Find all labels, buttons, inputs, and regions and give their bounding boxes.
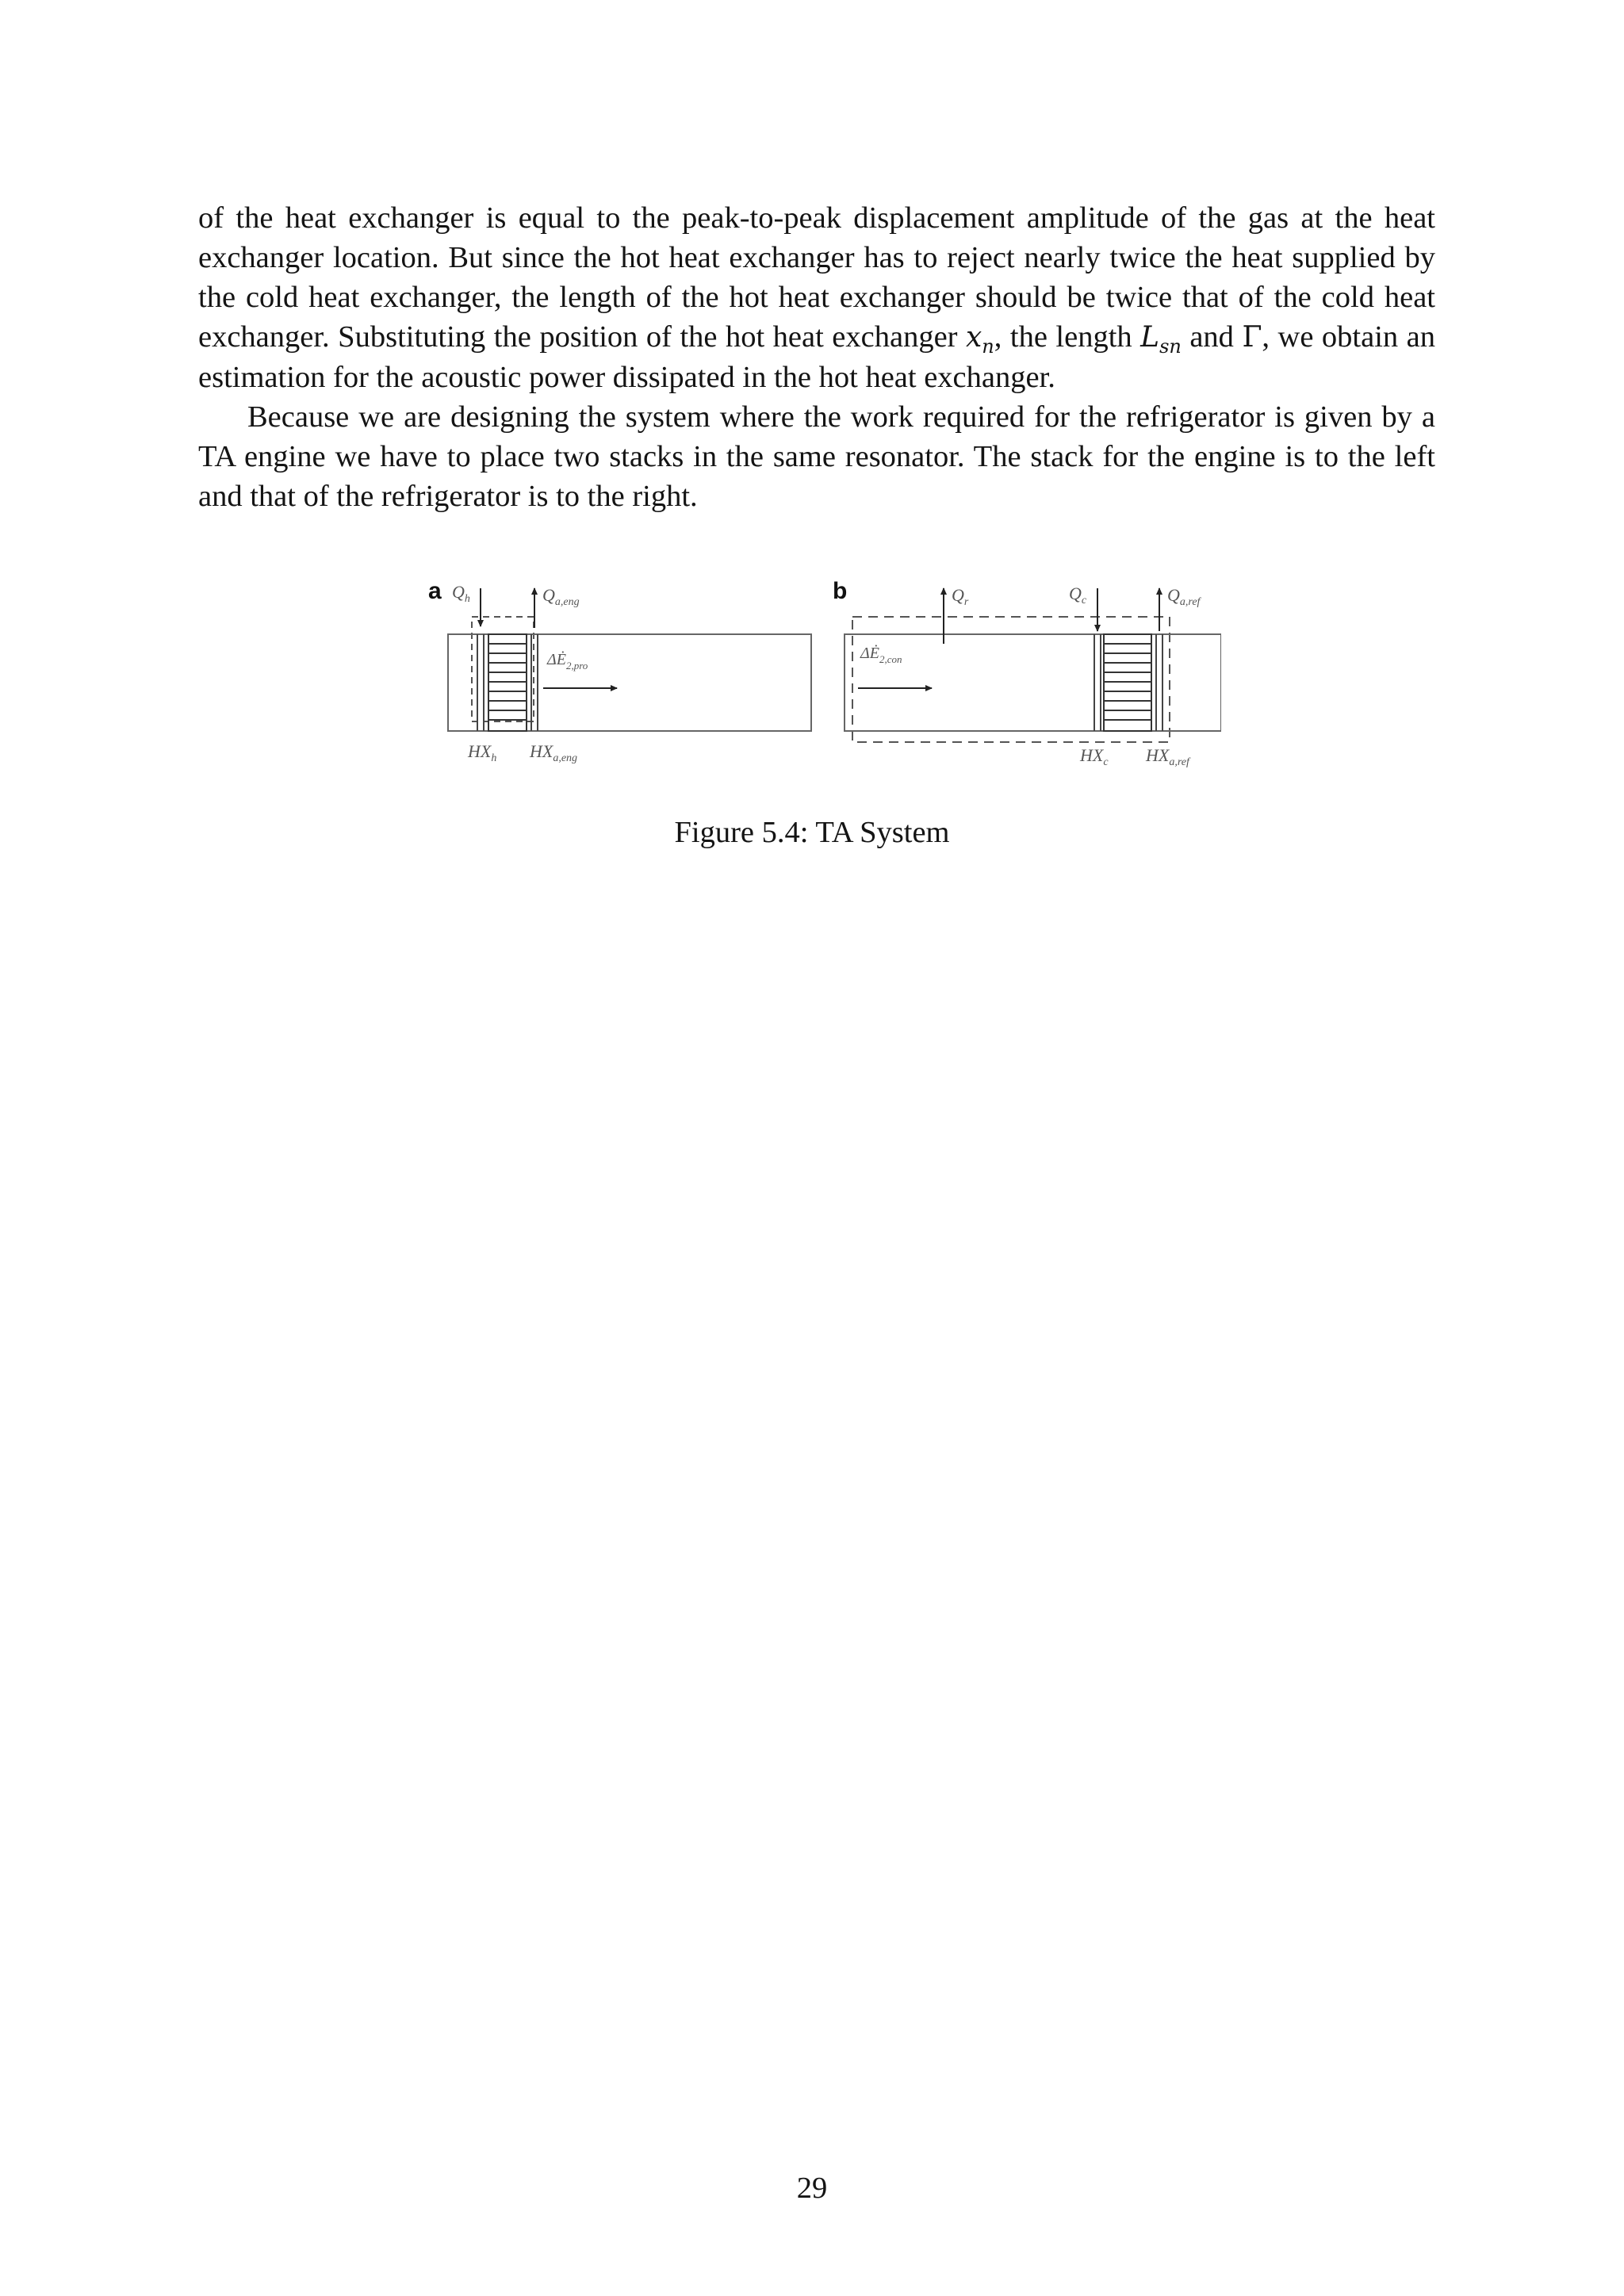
- page-number: 29: [796, 2172, 828, 2205]
- panel-a-power-label: $\Delta Ė_{2,pro}$: [547, 651, 588, 672]
- panel-b-q-r-label: $Q_r$: [952, 585, 969, 608]
- paragraph-2: Because we are designing the system where the work required for the refrigerator is given by a TA engine we have to place two stacks in the same resonator. The stack for the engine is to the left and that of the refrigerator is to the right.: [198, 400, 1435, 513]
- math-l-sn: [1140, 321, 1182, 358]
- math-gamma: Γ: [1242, 321, 1262, 354]
- paragraph-1-text-b: , the length: [994, 320, 1141, 354]
- figure-ta-system: [428, 571, 1221, 777]
- panel-a-hx-h-label: $HX_h$: [468, 741, 497, 764]
- paragraph-1-text-a: of the heat exchanger is equal to the peak-to-peak displacement amplitude of the gas at the heat exchanger location. But since the hot heat exchanger has to reject nearly twice the heat supplied by the cold heat exchanger, the length of the hot heat exchanger should be twice that of the cold heat exchanger. Substituting the position of the hot heat exchanger: [198, 201, 1435, 354]
- math-x: x: [965, 321, 982, 354]
- paragraph-1-text-c: and: [1181, 320, 1243, 354]
- math-x-sub: n: [982, 335, 994, 358]
- panel-a: [428, 578, 811, 764]
- panel-a-control-volume: [472, 617, 534, 721]
- math-l: L: [1140, 321, 1160, 354]
- math-x-n: [965, 321, 994, 358]
- paragraph-1: [198, 198, 1435, 397]
- figure-diagram: [428, 571, 1221, 777]
- panel-b-power-label: $\Delta Ė_{2,con}$: [860, 645, 902, 665]
- body-text: [198, 198, 1435, 516]
- math-l-sub: sn: [1159, 335, 1182, 358]
- panel-a-q-h-label: $Q_h$: [452, 582, 470, 605]
- panel-a-letter: a: [428, 578, 442, 604]
- panel-b-hx-amb-label: $HX_{a,ref}$: [1146, 745, 1189, 768]
- panel-a-hx-amb-label: $HX_{a,eng}$: [530, 741, 578, 764]
- panel-b-control-volume: [852, 617, 1170, 742]
- panel-b-hx-c-label: $HX_c$: [1080, 745, 1109, 768]
- panel-b-letter: b: [833, 578, 848, 604]
- panel-a-stack-plates: [488, 644, 527, 720]
- figure-caption: Figure 5.4: TA System: [674, 816, 950, 849]
- panel-b-q-amb-label: $Q_{a,ref}$: [1167, 585, 1201, 608]
- panel-b-resonator-tube: [845, 634, 1221, 731]
- panel-a-q-amb-label: $Q_{a,eng}$: [542, 585, 580, 608]
- panel-b-stack-plates: [1104, 644, 1151, 720]
- panel-b-q-c-label: $Q_c$: [1069, 584, 1087, 607]
- paragraph-1-text-d: , we obtain an estimation for the acoustic power dissipated in the hot heat exchanger.: [198, 320, 1435, 394]
- panel-b: [833, 578, 1221, 768]
